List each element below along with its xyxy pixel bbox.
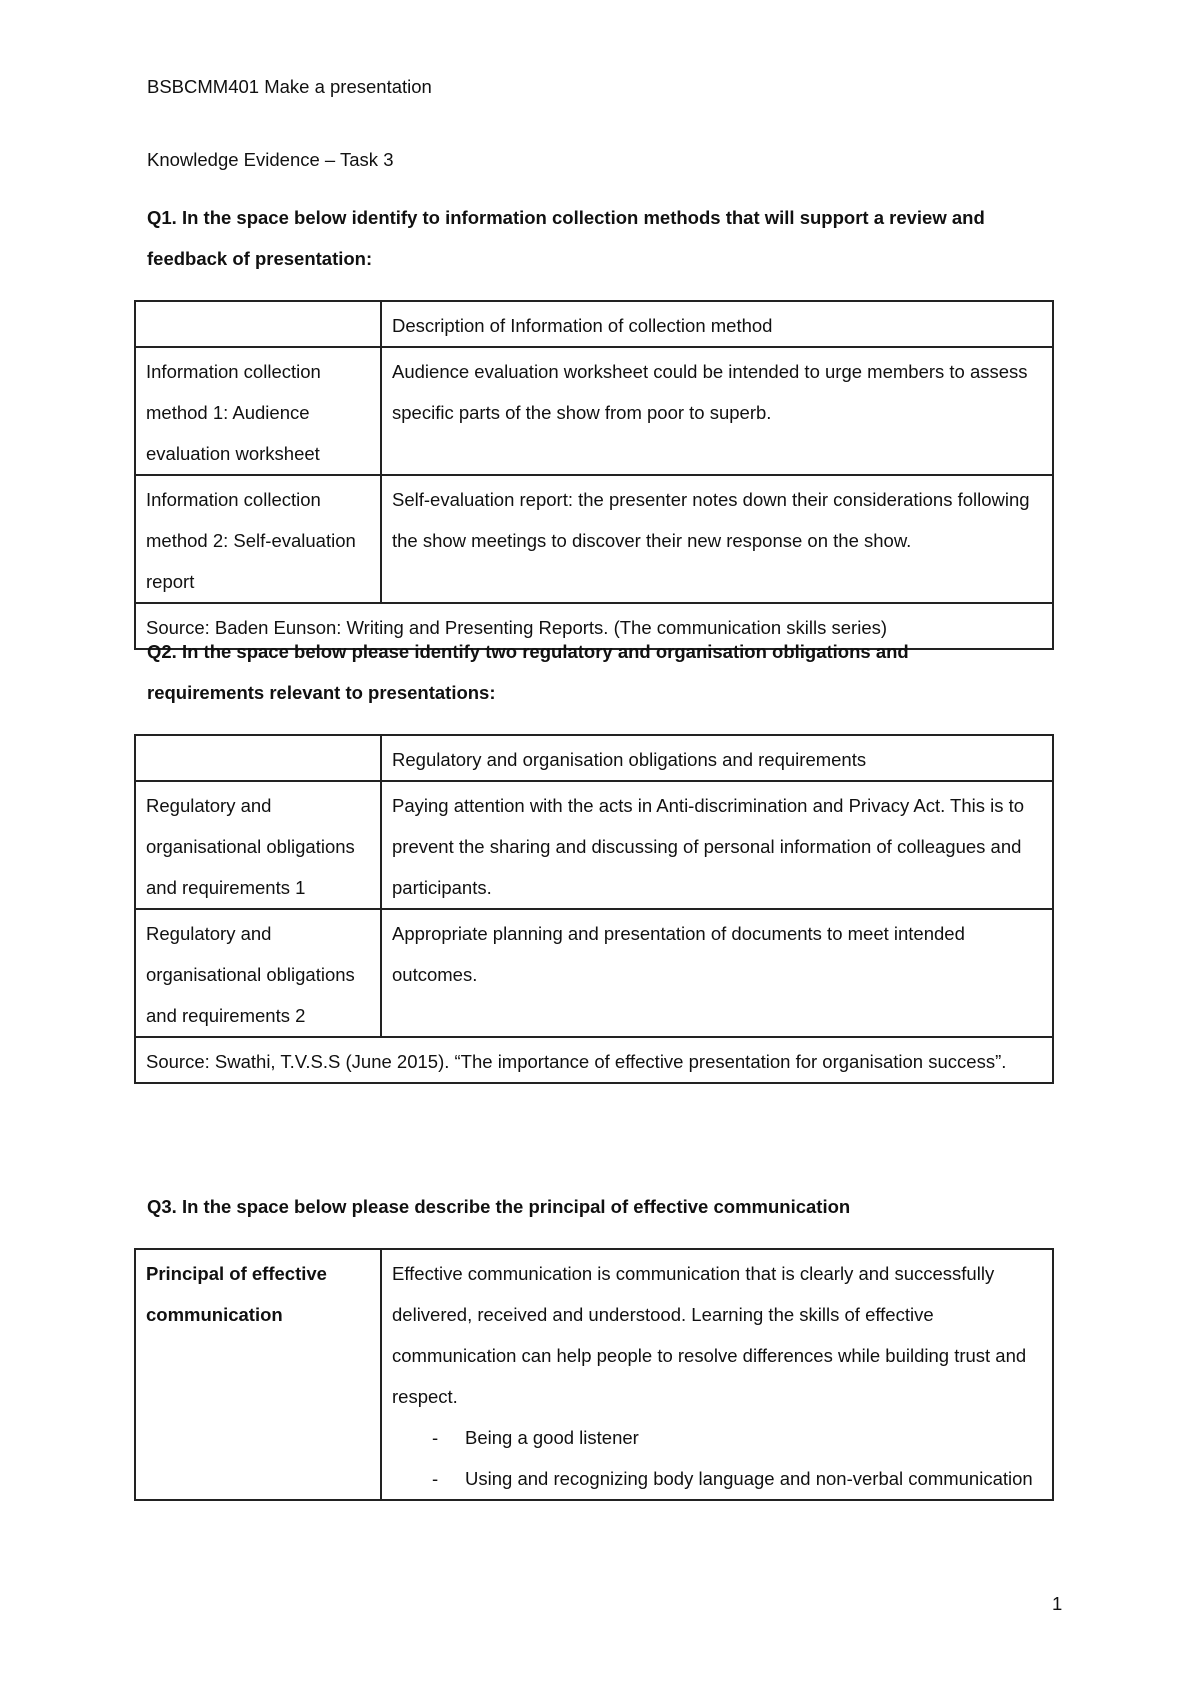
row-label: Regulatory and organisational obligations and requirements 1	[135, 781, 381, 909]
table-row	[135, 909, 1053, 1037]
q1-table	[134, 300, 1054, 650]
list-item: - Using and recognizing body language and non-verbal communication	[392, 1458, 1042, 1499]
header-blank-cell	[135, 301, 381, 347]
q2-table	[134, 734, 1054, 1084]
q2-question-line1: Q2. In the space below please identify two regulatory and organisation obligations and	[147, 641, 909, 662]
row-label: Principal of effective communication	[135, 1249, 381, 1500]
table-row	[135, 347, 1053, 475]
row-text: Effective communication is communication that is clearly and successfully delivered, received and understood. Learning the skills of effective communication can help people to resolve differences while building trust and respect.	[392, 1263, 1027, 1407]
course-title: BSBCMM401 Make a presentation	[147, 76, 432, 97]
row-text: Self-evaluation report: the presenter notes down their considerations following the show meetings to discover their new response on the show.	[381, 475, 1053, 603]
table-row	[135, 781, 1053, 909]
q2-question-line2: requirements relevant to presentations:	[147, 682, 496, 703]
source-cell: Source: Swathi, T.V.S.S (June 2015). “The importance of effective presentation for organisation success”.	[135, 1037, 1053, 1083]
row-label: Regulatory and organisational obligations and requirements 2	[135, 909, 381, 1037]
table-row	[135, 475, 1053, 603]
row-label: Information collection method 2: Self-evaluation report	[135, 475, 381, 603]
q3-table	[134, 1248, 1054, 1501]
list-item: - Being a good listener	[392, 1417, 1042, 1458]
header-cell: Regulatory and organisation obligations and requirements	[381, 735, 1053, 781]
q1-question-line2: feedback of presentation:	[147, 248, 373, 269]
row-text: Paying attention with the acts in Anti-discrimination and Privacy Act. This is to prevent the sharing and discussing of personal information of colleagues and participants.	[381, 781, 1053, 909]
row-label: Information collection method 1: Audience evaluation worksheet	[135, 347, 381, 475]
source-cell: Source: Baden Eunson: Writing and Presenting Reports. (The communication skills series)	[135, 603, 1053, 649]
table-header-row	[135, 735, 1053, 781]
row-text-cell	[381, 1249, 1053, 1500]
page-number: 1	[1052, 1593, 1063, 1614]
q3-question: Q3. In the space below please describe the principal of effective communication	[147, 1196, 851, 1217]
bullet-list	[392, 1417, 1042, 1499]
table-header-row	[135, 301, 1053, 347]
table-row	[135, 1249, 1053, 1500]
row-text: Audience evaluation worksheet could be intended to urge members to assess specific parts of the show from poor to superb.	[381, 347, 1053, 475]
q1-question-line1: Q1. In the space below identify to information collection methods that will support a review and	[147, 207, 985, 228]
source-row	[135, 1037, 1053, 1083]
header-blank-cell	[135, 735, 381, 781]
header-cell: Description of Information of collection method	[381, 301, 1053, 347]
row-text: Appropriate planning and presentation of documents to meet intended outcomes.	[381, 909, 1053, 1037]
task-title: Knowledge Evidence – Task 3	[147, 149, 394, 170]
